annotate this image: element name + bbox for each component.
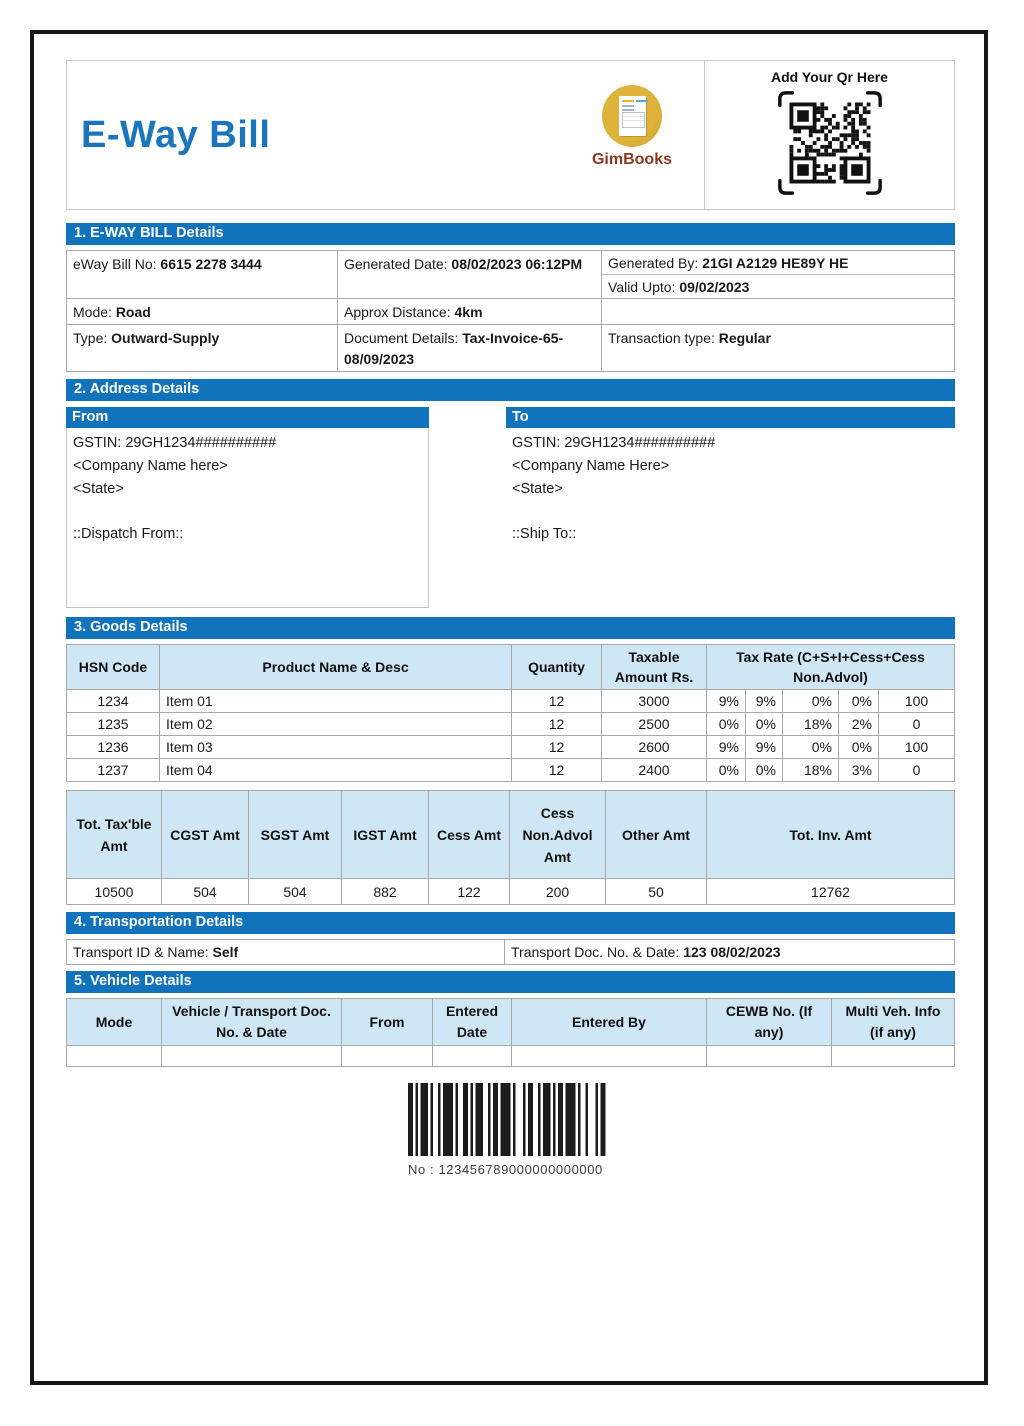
goods-header-row (67, 645, 955, 690)
empty-cell (602, 299, 955, 325)
vehicle-header-cell: CEWB No. (If any) (707, 999, 832, 1046)
tax-rate-cell: 0% (707, 759, 746, 782)
product-cell: Item 04 (160, 759, 512, 782)
totals-header-cell: Cess Amt (429, 791, 510, 879)
tax-rate-cell: 18% (783, 713, 839, 736)
details-row-3 (67, 325, 955, 372)
vehicle-table-body (67, 1046, 955, 1067)
totals-value-cell: 12762 (707, 879, 955, 905)
document-details-value: Tax-Invoice-65-08/09/2023 (344, 330, 564, 367)
goods-row (67, 690, 955, 713)
qr-area (704, 61, 954, 209)
tax-rate-cell: 0% (783, 690, 839, 713)
hsn-cell: 1234 (67, 690, 160, 713)
totals-header-row (67, 791, 955, 879)
transport-doc-label: Transport Doc. No. & Date: (511, 944, 680, 960)
from-state: <State> (73, 481, 124, 497)
ship-to-label: ::Ship To:: (512, 526, 577, 542)
totals-value-cell: 200 (510, 879, 606, 905)
gimbooks-logo-icon (602, 85, 662, 147)
tax-rate-cell: 9% (707, 736, 746, 759)
transport-id-value: Self (212, 944, 239, 960)
goods-row (67, 759, 955, 782)
totals-value-cell: 882 (342, 879, 429, 905)
totals-value-cell: 10500 (67, 879, 162, 905)
transport-table (66, 939, 955, 965)
to-state: <State> (512, 481, 563, 497)
tax-rate-cell: 9% (746, 736, 783, 759)
quantity-cell: 12 (512, 759, 602, 782)
ewaybill-details-table (66, 250, 955, 372)
to-header: To (506, 407, 955, 428)
generated-date-value: 08/02/2023 06:12PM (451, 256, 583, 272)
tax-rate-cell: 0% (839, 690, 879, 713)
transport-id-cell (67, 940, 505, 965)
vehicle-table (66, 998, 955, 1067)
section4-header: 4. Transportation Details (66, 912, 955, 934)
quantity-cell: 12 (512, 736, 602, 759)
tax-rate-cell: 2% (839, 713, 879, 736)
vehicle-cell (162, 1046, 342, 1067)
hsn-cell: 1236 (67, 736, 160, 759)
qr-code-image (776, 89, 884, 202)
to-company: <Company Name Here> (512, 458, 670, 474)
totals-header-cell: CGST Amt (162, 791, 249, 879)
barcode-block (408, 1083, 613, 1177)
taxable-cell: 3000 (602, 690, 707, 713)
vehicle-header-cell: Entered Date (433, 999, 512, 1046)
transaction-type-label: Transaction type: (608, 330, 715, 346)
approx-distance-label: Approx Distance: (344, 304, 451, 320)
section1-header: 1. E-WAY BILL Details (66, 223, 955, 245)
page-title: E-Way Bill (81, 113, 271, 156)
mode-label: Mode: (73, 304, 112, 320)
vehicle-cell (512, 1046, 707, 1067)
tax-rate-cell: 9% (707, 690, 746, 713)
section5-header: 5. Vehicle Details (66, 971, 955, 993)
transport-doc-cell (505, 940, 955, 965)
quantity-cell: 12 (512, 690, 602, 713)
transport-row (67, 940, 955, 965)
vehicle-header-cell: From (342, 999, 433, 1046)
tax-rate-cell: 3% (839, 759, 879, 782)
vehicle-cell (342, 1046, 433, 1067)
totals-value-cell: 50 (606, 879, 707, 905)
tax-rate-cell: 100 (879, 736, 955, 759)
approx-distance-value: 4km (454, 304, 483, 320)
type-label: Type: (73, 330, 108, 346)
address-from-box (66, 407, 429, 608)
product-cell: Item 01 (160, 690, 512, 713)
totals-value-cell: 504 (249, 879, 342, 905)
quantity-cell: 12 (512, 713, 602, 736)
tax-rate-cell: 0 (879, 759, 955, 782)
from-company: <Company Name here> (73, 458, 228, 474)
hsn-cell: 1237 (67, 759, 160, 782)
tax-rate-cell: 18% (783, 759, 839, 782)
valid-upto-label: Valid Upto: (608, 279, 676, 295)
generated-by-label: Generated By: (608, 255, 699, 271)
vehicle-cell (707, 1046, 832, 1067)
generated-by-line (602, 251, 954, 275)
tax-rate-cell: 0 (879, 713, 955, 736)
totals-header-cell: Cess Non.Advol Amt (510, 791, 606, 879)
totals-value-cell: 504 (162, 879, 249, 905)
taxable-amount-header: Taxable Amount Rs. (602, 645, 707, 690)
tax-rate-cell: 0% (707, 713, 746, 736)
eway-bill-no-cell (67, 251, 338, 299)
mode-value: Road (115, 304, 151, 320)
address-to-box (506, 407, 955, 608)
tax-rate-cell: 0% (746, 713, 783, 736)
eway-bill-document (30, 30, 988, 1385)
address-details (66, 407, 955, 608)
type-value: Outward-Supply (111, 330, 220, 346)
transaction-type-cell (602, 325, 955, 372)
address-gap (429, 407, 506, 608)
from-body (67, 428, 428, 550)
qr-code-icon (776, 89, 884, 197)
tax-rate-header: Tax Rate (C+S+I+Cess+Cess Non.Advol) (707, 645, 955, 690)
product-cell: Item 02 (160, 713, 512, 736)
dispatch-from-label: ::Dispatch From:: (73, 526, 184, 542)
totals-value-cell: 122 (429, 879, 510, 905)
quantity-header: Quantity (512, 645, 602, 690)
invoice-doc-icon (619, 96, 646, 136)
gimbooks-logo-text: GimBooks (591, 151, 672, 168)
to-gstin: GSTIN: 29GH1234########## (512, 435, 716, 451)
vehicle-header-cell: Mode (67, 999, 162, 1046)
product-name-header: Product Name & Desc (160, 645, 512, 690)
barcode-icon (408, 1083, 608, 1156)
details-row-1 (67, 251, 955, 299)
mode-cell (67, 299, 338, 325)
vehicle-header-cell: Vehicle / Transport Doc. No. & Date (162, 999, 342, 1046)
totals-header-cell: Tot. Inv. Amt (707, 791, 955, 879)
vehicle-row (67, 1046, 955, 1067)
details-row-2 (67, 299, 955, 325)
approx-distance-cell (338, 299, 602, 325)
transport-id-label: Transport ID & Name: (73, 944, 209, 960)
taxable-cell: 2400 (602, 759, 707, 782)
vehicle-cell (433, 1046, 512, 1067)
tax-rate-cell: 0% (839, 736, 879, 759)
tax-rate-cell: 9% (746, 690, 783, 713)
vehicle-header-cell: Entered By (512, 999, 707, 1046)
gimbooks-logo (588, 85, 676, 169)
taxable-cell: 2600 (602, 736, 707, 759)
generated-date-cell (338, 251, 602, 299)
product-cell: Item 03 (160, 736, 512, 759)
vehicle-cell (832, 1046, 955, 1067)
hsn-cell: 1235 (67, 713, 160, 736)
transaction-type-value: Regular (718, 330, 771, 346)
generated-by-value: 21GI A2129 HE89Y HE (702, 255, 849, 271)
qr-placeholder-label: Add Your Qr Here (771, 69, 888, 85)
document-header (66, 60, 955, 210)
vehicle-header-row (67, 999, 955, 1046)
section2-header: 2. Address Details (66, 379, 955, 401)
tax-rate-cell: 0% (783, 736, 839, 759)
totals-value-row (67, 879, 955, 905)
document-details-cell (338, 325, 602, 372)
generated-date-label: Generated Date: (344, 256, 448, 272)
vehicle-cell (67, 1046, 162, 1067)
valid-upto-line (602, 275, 954, 298)
totals-header-cell: Other Amt (606, 791, 707, 879)
header-left (67, 61, 704, 209)
from-gstin: GSTIN: 29GH1234########## (73, 435, 277, 451)
totals-header-cell: Tot. Tax'ble Amt (67, 791, 162, 879)
document-details-label: Document Details: (344, 330, 459, 346)
generated-by-valid-upto-cell (602, 251, 955, 299)
taxable-cell: 2500 (602, 713, 707, 736)
eway-bill-no-value: 6615 2278 3444 (160, 256, 262, 272)
from-header: From (66, 407, 429, 428)
vehicle-header-cell: Multi Veh. Info (if any) (832, 999, 955, 1046)
goods-row (67, 713, 955, 736)
goods-table (66, 644, 955, 782)
valid-upto-value: 09/02/2023 (679, 279, 750, 295)
type-cell (67, 325, 338, 372)
goods-table-body (67, 690, 955, 782)
goods-row (67, 736, 955, 759)
tax-rate-cell: 0% (746, 759, 783, 782)
section3-header: 3. Goods Details (66, 617, 955, 639)
transport-doc-value: 123 08/02/2023 (683, 944, 781, 960)
barcode-number: No : 123456789000000000000 (408, 1162, 603, 1177)
eway-bill-no-label: eWay Bill No: (73, 256, 157, 272)
to-body (506, 428, 955, 550)
totals-header-cell: SGST Amt (249, 791, 342, 879)
totals-table (66, 790, 955, 905)
tax-rate-cell: 100 (879, 690, 955, 713)
totals-header-cell: IGST Amt (342, 791, 429, 879)
hsn-code-header: HSN Code (67, 645, 160, 690)
